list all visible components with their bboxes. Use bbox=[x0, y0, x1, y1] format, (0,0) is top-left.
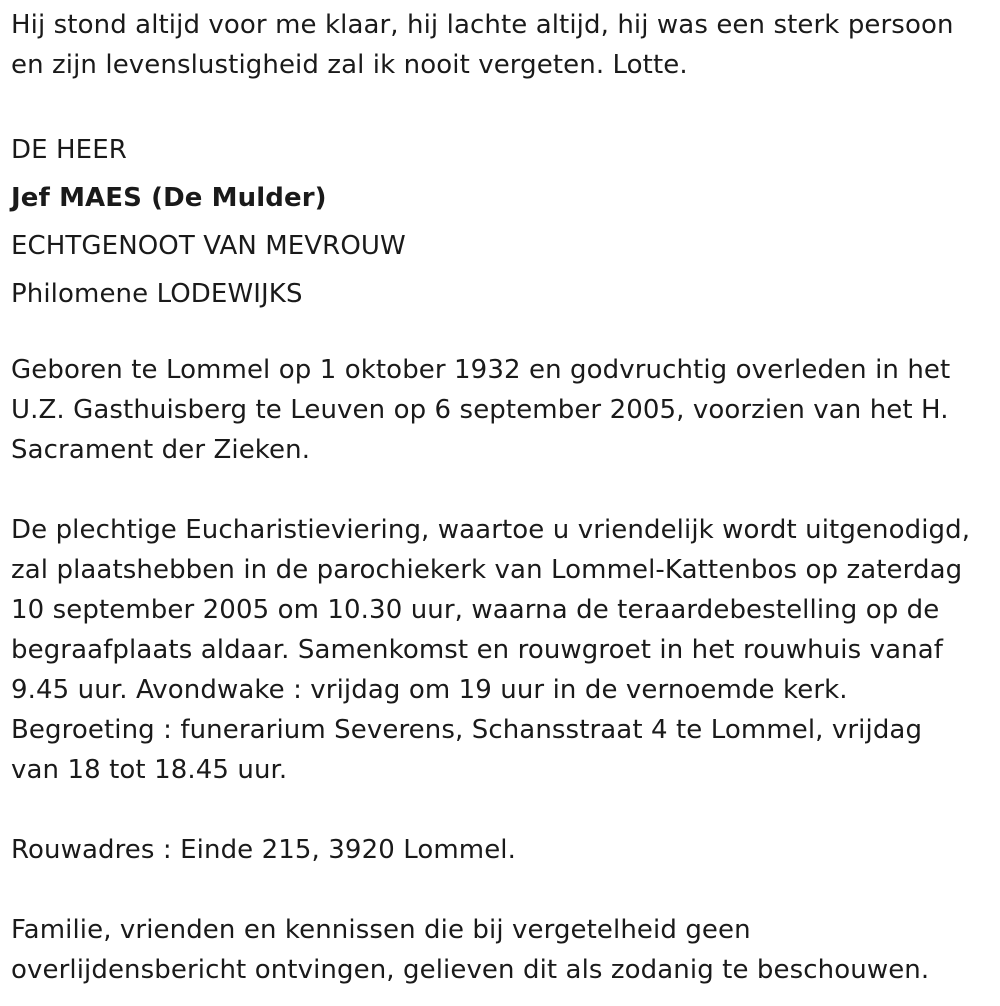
ceremony-line-5: 9.45 uur. Avondwake : vrijdag om 19 uur in de vernoemde kerk. bbox=[11, 675, 848, 705]
deceased-header bbox=[11, 126, 406, 318]
birth-death-paragraph bbox=[11, 350, 950, 470]
intro-line-1: Hij stond altijd voor me klaar, hij lachte altijd, hij was een sterk persoon bbox=[11, 10, 954, 40]
address-line: Rouwadres : Einde 215, 3920 Lommel. bbox=[11, 835, 516, 865]
ceremony-line-6: Begroeting : funerarium Severens, Schansstraat 4 te Lommel, vrijdag bbox=[11, 715, 923, 745]
intro-quote bbox=[11, 5, 954, 85]
deceased-relation: ECHTGENOOT VAN MEVROUW bbox=[11, 231, 406, 261]
birth-death-line-3: Sacrament der Zieken. bbox=[11, 435, 311, 465]
address-paragraph bbox=[11, 830, 516, 870]
birth-death-line-1: Geboren te Lommel op 1 oktober 1932 en godvruchtig overleden in het bbox=[11, 355, 951, 385]
closing-paragraph bbox=[11, 910, 929, 990]
ceremony-line-4: begraafplaats aldaar. Samenkomst en rouwgroet in het rouwhuis vanaf bbox=[11, 635, 944, 665]
deceased-title: DE HEER bbox=[11, 135, 127, 165]
closing-line-1: Familie, vrienden en kennissen die bij vergetelheid geen bbox=[11, 915, 751, 945]
ceremony-line-1: De plechtige Eucharistieviering, waartoe u vriendelijk wordt uitgenodigd, bbox=[11, 515, 971, 545]
spouse-name: Philomene LODEWIJKS bbox=[11, 279, 303, 309]
ceremony-line-3: 10 september 2005 om 10.30 uur, waarna de teraardebestelling op de bbox=[11, 595, 940, 625]
deceased-name: Jef MAES (De Mulder) bbox=[11, 183, 327, 213]
ceremony-line-7: van 18 tot 18.45 uur. bbox=[11, 755, 288, 785]
closing-line-2: overlijdensbericht ontvingen, gelieven dit als zodanig te beschouwen. bbox=[11, 955, 930, 985]
birth-death-line-2: U.Z. Gasthuisberg te Leuven op 6 september 2005, voorzien van het H. bbox=[11, 395, 949, 425]
intro-line-2: en zijn levenslustigheid zal ik nooit vergeten. Lotte. bbox=[11, 50, 688, 80]
ceremony-paragraph bbox=[11, 510, 970, 790]
ceremony-line-2: zal plaatshebben in de parochiekerk van Lommel-Kattenbos op zaterdag bbox=[11, 555, 963, 585]
